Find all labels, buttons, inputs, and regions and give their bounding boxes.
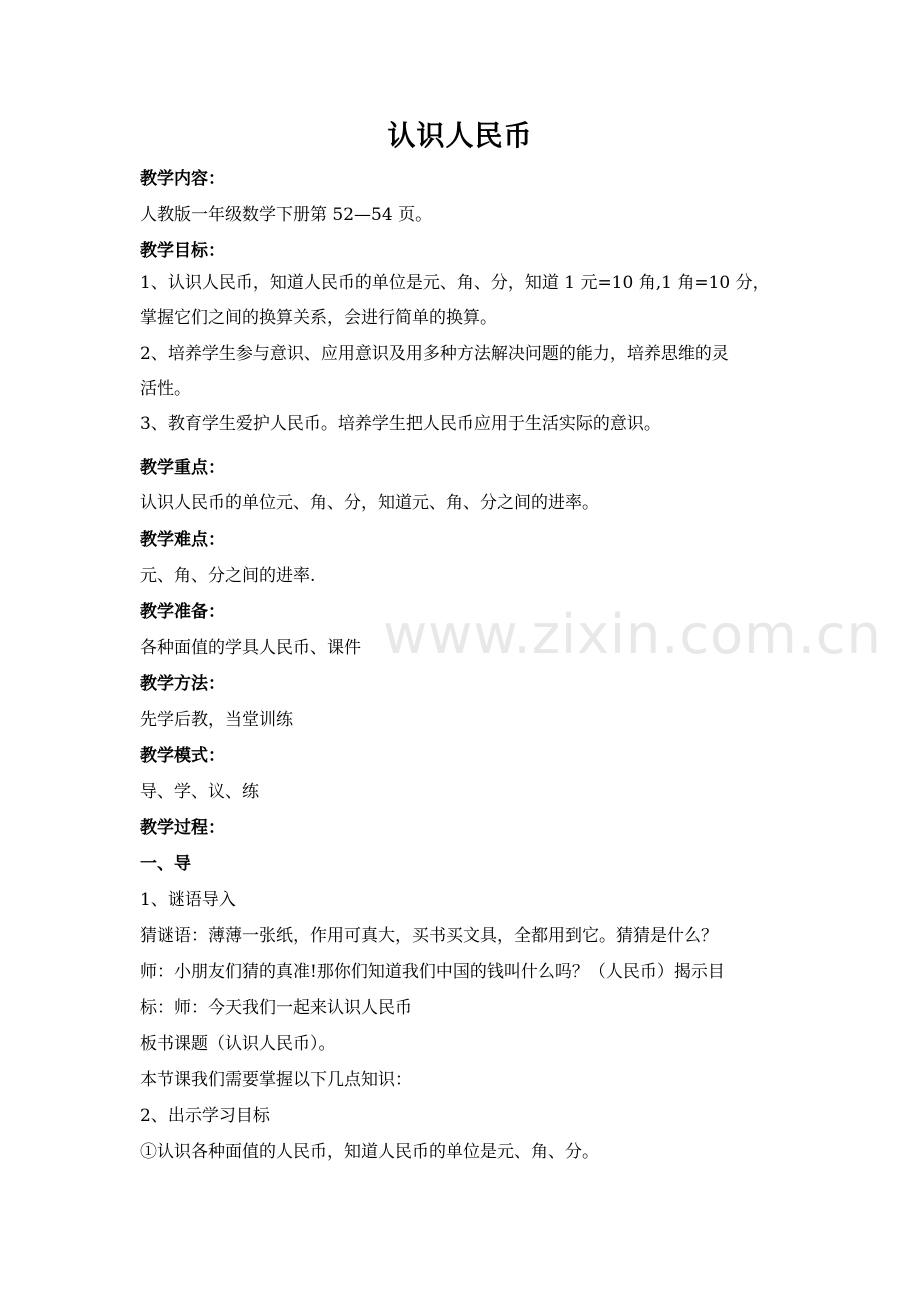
goal-3: 3、教育学生爱护人民币。培养学生把人民币应用于生活实际的意识。 [140, 414, 661, 434]
method-heading: 教学方法： [140, 674, 225, 694]
process-heading: 教学过程： [140, 818, 225, 838]
teacher-line-2: 标：师：今天我们一起来认识人民币 [140, 998, 412, 1018]
board-title: 板书课题（认识人民币）。 [140, 1034, 336, 1054]
step-2: 2、出示学习目标 [140, 1106, 270, 1126]
key-text: 认识人民币的单位元、角、分，知道元、角、分之间的进率。 [140, 493, 599, 513]
difficulty-heading: 教学难点： [140, 530, 225, 550]
page-title: 认识人民币 [387, 119, 533, 152]
mode-text: 导、学、议、练 [140, 782, 259, 802]
goal-1-line-1: 1、认识人民币，知道人民币的单位是元、角、分，知道 1 元=10 角,1 角=10 分， [140, 273, 770, 293]
key-heading: 教学重点： [140, 458, 225, 478]
teacher-line-1: 师：小朋友们猜的真准!那你们知道我们中国的钱叫什么吗？（人民币）揭示目 [140, 962, 725, 982]
prep-heading: 教学准备： [140, 602, 225, 622]
riddle-text: 猜谜语：薄薄一张纸，作用可真大，买书买文具，全都用到它。猜猜是什么？ [140, 926, 718, 946]
step-1: 1、谜语导入 [140, 890, 236, 910]
goal-1-line-2: 掌握它们之间的换算关系，会进行简单的换算。 [140, 308, 497, 328]
goal-2-line-1: 2、培养学生参与意识、应用意识及用多种方法解决问题的能力，培养思维的灵 [140, 344, 729, 364]
mode-heading: 教学模式： [140, 746, 225, 766]
method-text: 先学后教，当堂训练 [140, 710, 293, 730]
difficulty-text: 元、角、分之间的进率. [140, 566, 316, 586]
watermark: www.zixin.com.cn [383, 603, 882, 666]
goals-heading: 教学目标： [140, 241, 225, 261]
goal-2-line-2: 活性。 [140, 379, 191, 399]
target-1: ①认识各种面值的人民币，知道人民币的单位是元、角、分。 [140, 1142, 599, 1162]
prep-text: 各种面值的学具人民币、课件 [140, 638, 361, 658]
part-1-heading: 一、导 [140, 854, 191, 874]
knowledge-intro: 本节课我们需要掌握以下几点知识： [140, 1070, 412, 1090]
content-text: 人教版一年级数学下册第 52—54 页。 [140, 205, 433, 225]
content-heading: 教学内容： [140, 169, 225, 189]
